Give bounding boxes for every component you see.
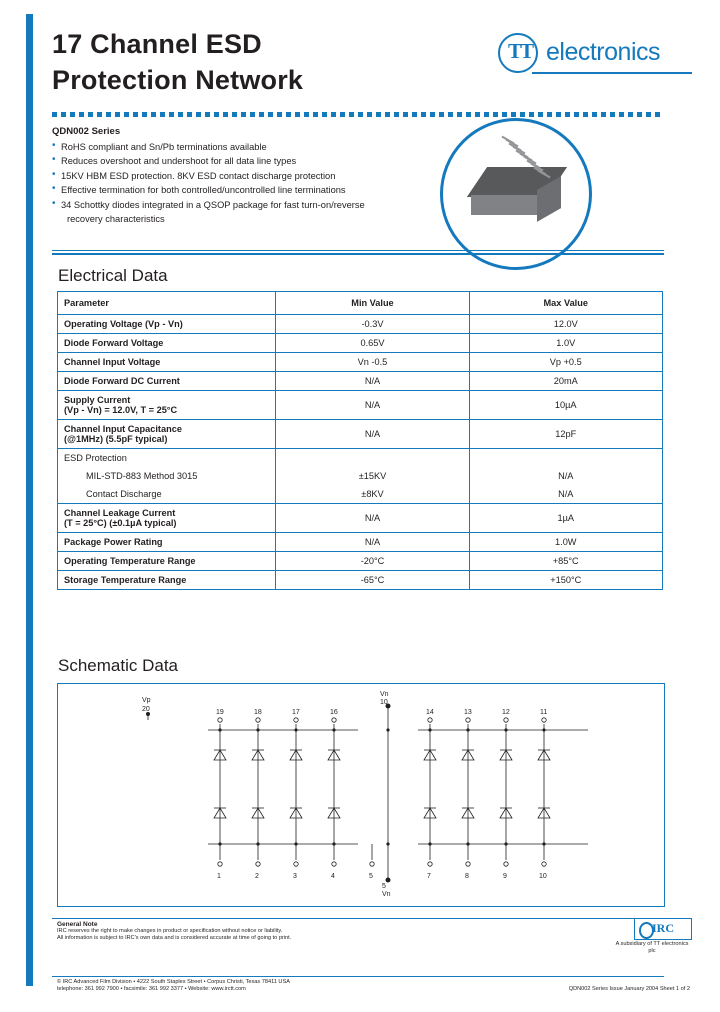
- company-address: [57, 979, 477, 993]
- col-parameter: Parameter: [58, 292, 276, 315]
- document-id: QDN002 Series Issue January 2004 Sheet 1 of 2: [568, 986, 690, 992]
- pin-label-top: 14: [426, 709, 434, 716]
- cell-parameter-line1: Channel Input Capacitance: [64, 424, 182, 434]
- table-row: [58, 485, 663, 504]
- logo-underline: [532, 72, 692, 74]
- brand-logo: [496, 32, 692, 74]
- cell-max: N/A: [469, 485, 662, 504]
- footer-divider-2: [52, 976, 664, 977]
- table-row: [58, 372, 663, 391]
- series-label: QDN002 Series: [52, 126, 121, 137]
- pin-label-bottom: 4: [331, 873, 335, 880]
- table-row: [58, 391, 663, 420]
- list-item: • RoHS compliant and Sn/Pb terminations available: [52, 140, 432, 154]
- feature-list: [52, 140, 432, 226]
- cell-parameter-line2: (Vp - Vn) = 12.0V, T = 25°C: [64, 405, 178, 415]
- cell-min: N/A: [276, 372, 469, 391]
- cell-min: -0.3V: [276, 315, 469, 334]
- cell-parameter: Diode Forward DC Current: [58, 372, 276, 391]
- general-note-line1: IRC reserves the right to make changes in product or specification without notice or liability.: [57, 928, 283, 934]
- cell-max: Vp +0.5: [469, 353, 662, 372]
- cell-max: 1µA: [469, 504, 662, 533]
- table-row: [58, 334, 663, 353]
- list-item-continuation: recovery characteristics: [67, 214, 165, 225]
- cell-min: ±8KV: [276, 485, 469, 504]
- address-line2: telephone: 361 992 7900 • facsimile: 361 992 3377 • Website: www.irctt.com: [57, 986, 246, 993]
- electrical-data-table: [57, 291, 663, 590]
- pin-label-bottom: 7: [427, 873, 431, 880]
- cell-parameter: MIL-STD-883 Method 3015: [58, 467, 276, 485]
- cell-max: 10µA: [469, 391, 662, 420]
- left-accent-bar: [26, 14, 33, 986]
- table-row: [58, 353, 663, 372]
- page-title: [52, 26, 452, 98]
- cell-max: 12pF: [469, 420, 662, 449]
- schematic-svg: [58, 684, 664, 906]
- list-item: • Reduces overshoot and undershoot for all data line types: [52, 154, 432, 168]
- cell-max: [469, 449, 662, 468]
- pin-label-top: 18: [254, 709, 262, 716]
- cell-min: N/A: [276, 533, 469, 552]
- pin-label-top: 13: [464, 709, 472, 716]
- cell-min: N/A: [276, 391, 469, 420]
- electrical-data-heading: Electrical Data: [58, 266, 168, 285]
- cell-min: Vn -0.5: [276, 353, 469, 372]
- table-row: [58, 533, 663, 552]
- brand-name: electronics: [546, 38, 660, 66]
- general-note: [57, 928, 457, 942]
- divider-top-thick: [52, 253, 664, 255]
- table-row: [58, 504, 663, 533]
- subsidiary-note: A subsidiary of TT electronics plc: [615, 941, 689, 954]
- cell-parameter: Operating Temperature Range: [58, 552, 276, 571]
- cell-max: 1.0V: [469, 334, 662, 353]
- pin-label-top: 19: [216, 709, 224, 716]
- list-item: • 34 Schottky diodes integrated in a QSOP package for fast turn-on/reverse: [52, 198, 432, 212]
- list-item: • Effective termination for both controlled/uncontrolled line terminations: [52, 183, 432, 197]
- cell-max: 12.0V: [469, 315, 662, 334]
- schematic-diagram: [57, 683, 665, 907]
- cell-parameter-line2: (T = 25°C) (±0.1µA typical): [64, 518, 177, 528]
- cell-parameter: Operating Voltage (Vp - Vn): [58, 315, 276, 334]
- col-max: Max Value: [469, 292, 662, 315]
- table-row: [58, 420, 663, 449]
- product-photo: [440, 118, 592, 270]
- label-vn-top: Vn: [380, 691, 389, 698]
- irc-logo: [634, 918, 692, 940]
- pin-label-bottom: 8: [465, 873, 469, 880]
- cell-parameter: Package Power Rating: [58, 533, 276, 552]
- pin-label-top: 16: [330, 709, 338, 716]
- footer-divider: [52, 918, 664, 919]
- label-vp: Vp: [142, 697, 151, 704]
- cell-parameter: Channel Input Voltage: [58, 353, 276, 372]
- divider-top: [52, 250, 664, 251]
- table-header-row: [58, 292, 663, 315]
- page-title-line2: Protection Network: [52, 65, 304, 95]
- irc-logo-text: IRC: [652, 921, 675, 935]
- cell-max: +150°C: [469, 571, 662, 590]
- table-row: [58, 571, 663, 590]
- cell-parameter-line2: (@1MHz) (5.5pF typical): [64, 434, 168, 444]
- label-vp-pin: 20: [142, 706, 150, 713]
- schematic-data-heading: Schematic Data: [58, 656, 178, 675]
- cell-parameter: [58, 420, 276, 449]
- pin-label-bottom: 3: [293, 873, 297, 880]
- package-pins: [501, 139, 547, 189]
- cell-max: 20mA: [469, 372, 662, 391]
- general-note-title: General Note: [57, 921, 98, 928]
- pin-label-top: 17: [292, 709, 300, 716]
- pin-label-bottom: 1: [217, 873, 221, 880]
- cell-parameter: [58, 504, 276, 533]
- tt-mark-icon: [496, 32, 544, 74]
- table-row: [58, 315, 663, 334]
- cell-parameter: Storage Temperature Range: [58, 571, 276, 590]
- pin-label-bottom: 5: [369, 873, 373, 880]
- list-item: • 15KV HBM ESD protection. 8KV ESD contact discharge protection: [52, 169, 432, 183]
- pin-label-top: 11: [540, 709, 548, 716]
- dotted-divider: [52, 112, 664, 118]
- pin-label-bottom: 10: [539, 873, 547, 880]
- page-title-line1: 17 Channel ESD: [52, 29, 262, 59]
- cell-min: -65°C: [276, 571, 469, 590]
- cell-max: N/A: [469, 467, 662, 485]
- col-min: Min Value: [276, 292, 469, 315]
- table-row: [58, 552, 663, 571]
- table-row: [58, 467, 663, 485]
- label-vn-top-pin: 10: [380, 699, 388, 706]
- cell-min: 0.65V: [276, 334, 469, 353]
- cell-parameter: Contact Discharge: [58, 485, 276, 504]
- pin-label-bottom: 2: [255, 873, 259, 880]
- cell-min: -20°C: [276, 552, 469, 571]
- tt-mark-text: TT: [507, 39, 532, 63]
- cell-parameter: [58, 391, 276, 420]
- general-note-line2: All information is subject to IRC's own data and is considered accurate at time of going to print.: [57, 935, 292, 941]
- pin-label-bottom: 9: [503, 873, 507, 880]
- cell-min: N/A: [276, 504, 469, 533]
- cell-min: ±15KV: [276, 467, 469, 485]
- cell-max: 1.0W: [469, 533, 662, 552]
- label-vn-bottom: Vn: [382, 891, 391, 898]
- cell-parameter-line1: Supply Current: [64, 395, 131, 405]
- cell-parameter: Diode Forward Voltage: [58, 334, 276, 353]
- label-vn-bottom-pin: 5: [382, 883, 386, 890]
- cell-parameter: ESD Protection: [58, 449, 276, 468]
- address-line1: © IRC Advanced Film Division • 4222 South Staples Street • Corpus Christi, Texas 78411 USA: [57, 979, 290, 985]
- cell-parameter-line1: Channel Leakage Current: [64, 508, 176, 518]
- cell-min: [276, 449, 469, 468]
- cell-max: +85°C: [469, 552, 662, 571]
- cell-min: N/A: [276, 420, 469, 449]
- pin-label-top: 12: [502, 709, 510, 716]
- table-row: [58, 449, 663, 468]
